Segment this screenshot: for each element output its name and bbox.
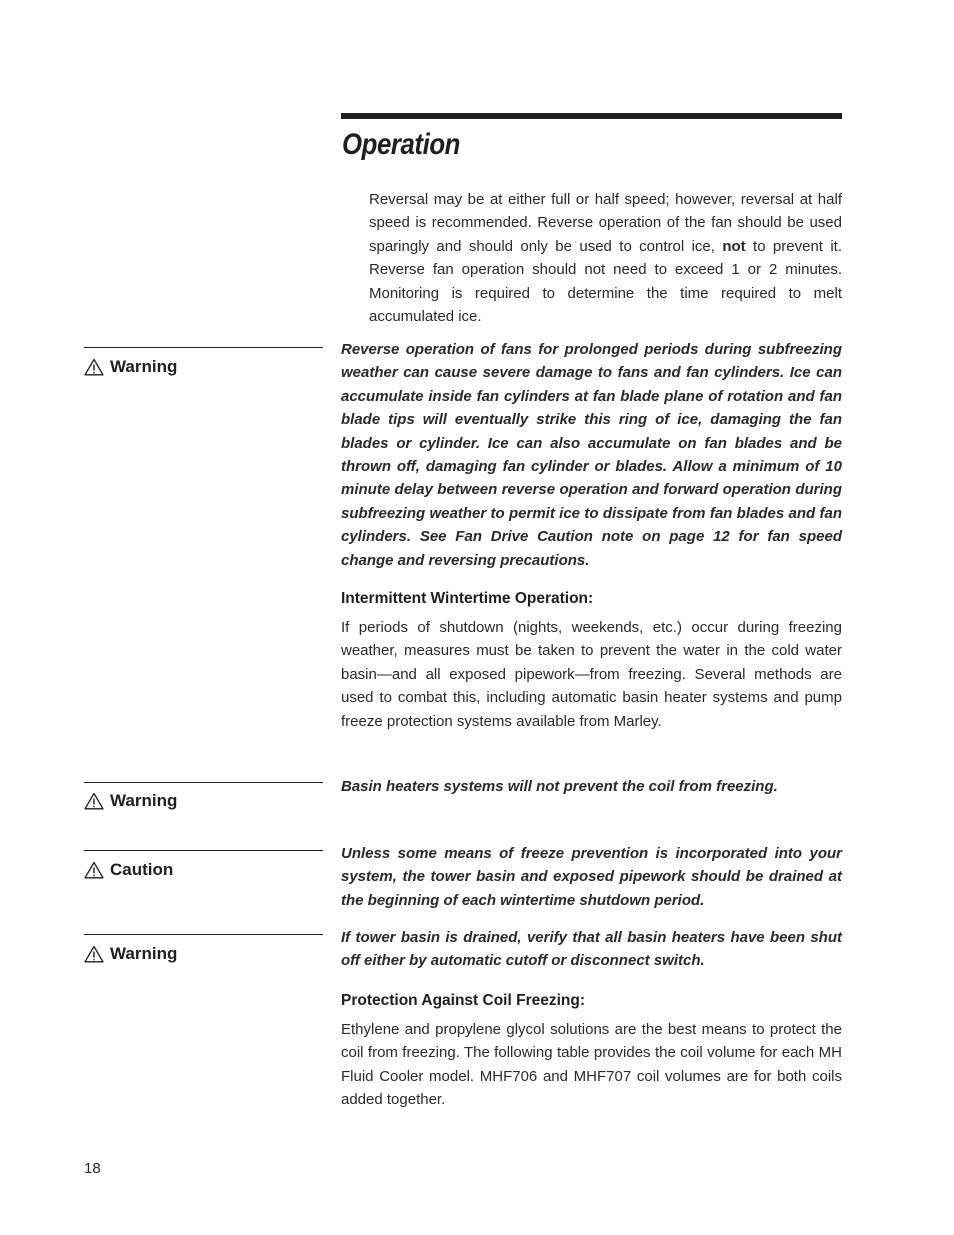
intro-text-1: Reversal may be at either full or half speed; however, reversal at half speed is recommended. Reverse operation of the fan should be used sparingly and should only be used to control ice, [369, 191, 842, 255]
caution-text: Unless some means of freeze prevention is incorporated into your system, the tower basin and exposed pipework should be drained at the beginning of each wintertime shutdown period. [341, 845, 842, 909]
warning-text-2: Basin heaters systems will not prevent the coil from freezing. [341, 778, 778, 795]
warning-rule-3 [84, 934, 323, 935]
caution-rule [84, 850, 323, 851]
warning-triangle-icon [84, 861, 104, 879]
intro-text-2: to prevent it. Reverse fan operation should not need to exceed 1 or 2 minutes. Monitoring is required to determine the time required to melt accumulated ice. [369, 237, 843, 326]
section-body-coil: Ethylene and propylene glycol solutions are the best means to protect the coil from freezing. The following table provides the coil volume for each MH Fluid Cooler model. MHF706 and MHF707 coil volumes are for both coils added together. [341, 1021, 842, 1109]
intro-paragraph [369, 188, 842, 328]
warning-rule-2 [84, 782, 323, 783]
page-title: Operation [342, 128, 460, 161]
section-body-intermittent: If periods of shutdown (nights, weekends, etc.) occur during freezing weather, measures must be taken to prevent the water in the cold water basin—and all exposed pipework—from freezing. Several methods are used to combat this, including automatic basin heater systems and pump freeze protection systems available from Marley. [341, 619, 842, 730]
warning-label-text: Warning [110, 791, 178, 810]
warning-text-3: If tower basin is drained, verify that all basin heaters have been shut off either by automatic cutoff or disconnect switch. [341, 929, 842, 970]
caution-label-text: Caution [110, 860, 174, 879]
intro-emphasis: not [722, 237, 746, 255]
section-heading-intermittent: Intermittent Wintertime Operation: [341, 590, 594, 607]
warning-label-2 [84, 791, 177, 811]
caution-label [84, 860, 173, 880]
warning-label-text: Warning [110, 357, 178, 376]
section-heading-coil: Protection Against Coil Freezing: [341, 992, 585, 1009]
warning-triangle-icon [84, 358, 104, 376]
title-rule [341, 113, 842, 119]
warning-text-1: Reverse operation of fans for prolonged periods during subfreezing weather can cause severe damage to fans and fan cylinders. Ice can accumulate inside fan cylinders at fan blade plane of rotation and fan blade tips will eventually strike this ring of ice, damaging the fan blades or cylinder. Ice can also accumulate on fan blades and be thrown off, damaging fan cylinder or blades. Allow a minimum of 10 minute delay between reverse operation and forward operation during subfreezing weather to permit ice to dissipate from fan blades and fan cylinders. See Fan Drive Caution note on page 12 for fan speed change and reversing precautions. [341, 341, 842, 569]
warning-label-1 [84, 357, 177, 377]
warning-triangle-icon [84, 945, 104, 963]
warning-label-3 [84, 944, 177, 964]
warning-triangle-icon [84, 792, 104, 810]
warning-rule-1 [84, 347, 323, 348]
page-number: 18 [84, 1160, 101, 1177]
warning-label-text: Warning [110, 944, 178, 963]
